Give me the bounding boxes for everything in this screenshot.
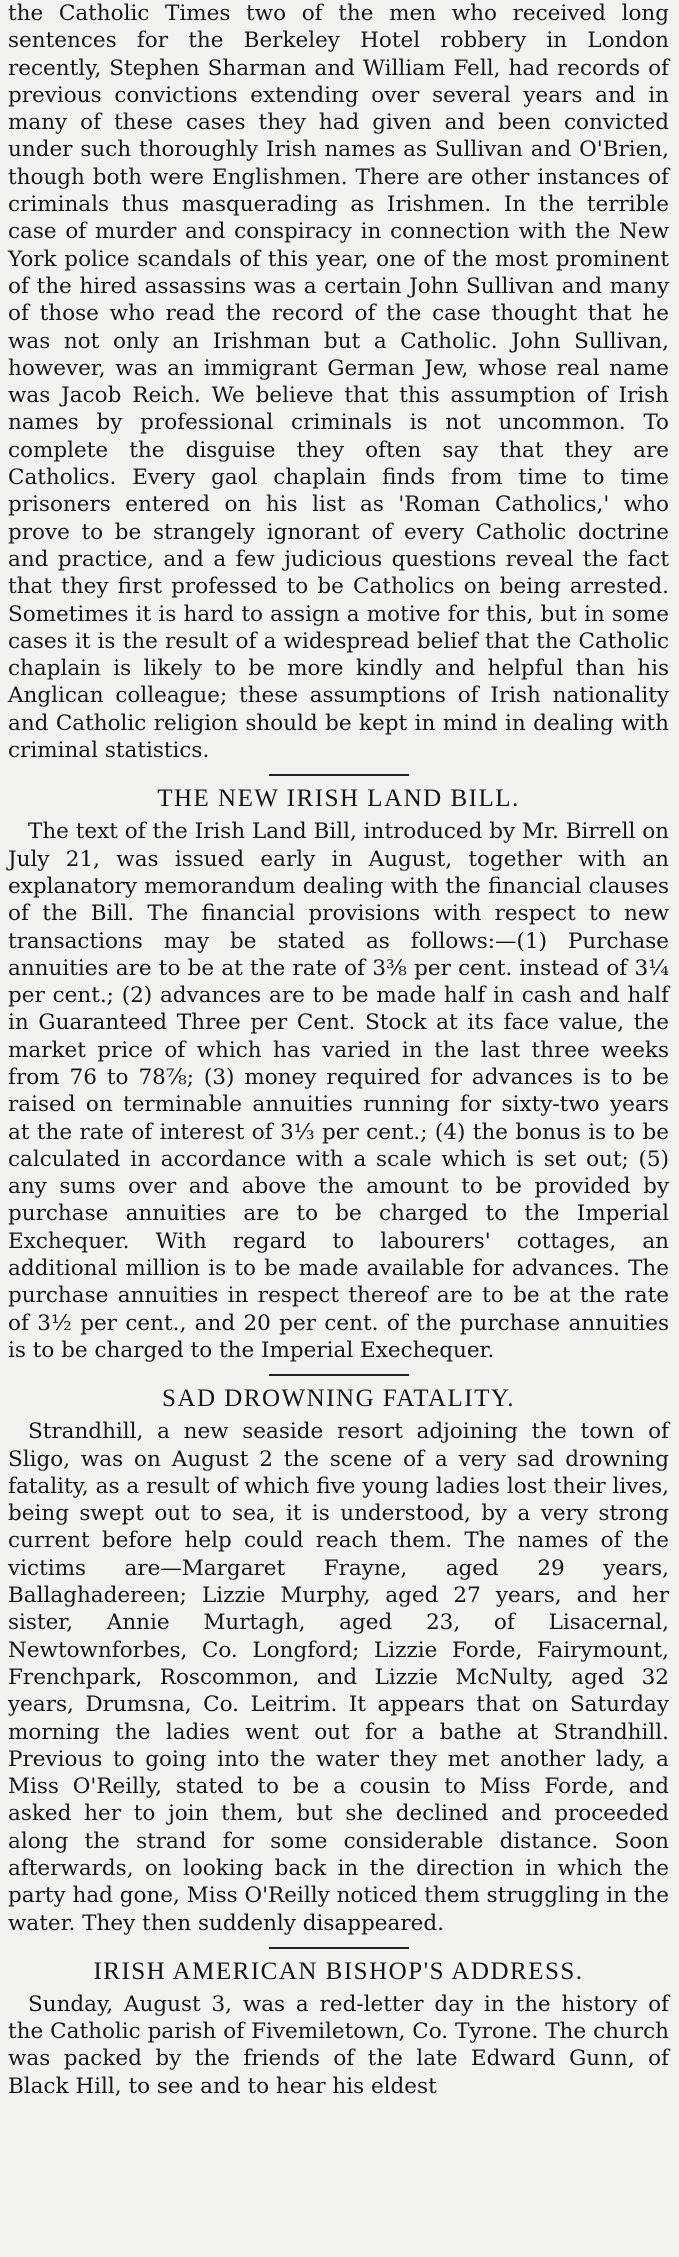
land-bill-paragraph: The text of the Irish Land Bill, introduced by Mr. Birrell on July 21, was issued early in August, together with an explanatory memorandum dealing with the financial clauses of the Bill. The financial provisions with respect to new transactions may be stated as follows:—(1) Purchase annuities are to be at the rate of 3⅜ per cent. instead of 3¼ per cent.; (2) advances are to be made half in cash and half in Guaranteed Three per Cent. Stock at its face value, the market price of which has varied in the last three weeks from 76 to 78⅞; (3) money required for advances is to be raised on terminable annuities running for sixty-two years at the rate of interest of 3⅓ per cent.; (4) the bonus is to be calculated in accordance with a scale which is set out; (5) any sums over and above the amount to be provided by purchase annuities are to be charged to the Imperial Exchequer. With regard to labourers' cottages, an additional million is to be made available for advances. The purchase annuities in respect thereof are to be at the rate of 3½ per cent., and 20 per cent. of the purchase annuities is to be charged to the Imperial Exechequer. xyxy=(8,819,669,1363)
section-divider xyxy=(269,774,409,776)
section-divider xyxy=(269,1947,409,1949)
drowning-paragraph: Strandhill, a new seaside resort adjoining the town of Sligo, was on August 2 the scene of a very sad drowning fatality, as a result of which five young ladies lost their lives, being swept out to sea, it is understood, by a very strong current before help could reach them. The names of the victims are—Margaret Frayne, aged 29 years, Ballaghadereen; Lizzie Murphy, aged 27 years, and her sister, Annie Murtagh, aged 23, of Lisacernal, Newtownforbes, Co. Longford; Lizzie Forde, Fairymount, Frenchpark, Roscommon, and Lizzie McNulty, aged 32 years, Drumsna, Co. Leitrim. It appears that on Saturday morning the ladies went out for a bathe at Strandhill. Previous to going into the water they met another lady, a Miss O'Reilly, stated to be a cousin to Miss Forde, and asked her to join them, but she declined and proceeded along the strand for some considerable distance. Soon afterwards, on looking back in the direction in which the party had gone, Miss O'Reilly noticed them struggling in the water. They then suddenly disappeared. xyxy=(8,1419,669,1936)
bishop-address-paragraph: Sunday, August 3, was a red-letter day in the history of the Catholic parish of Fivemiletown, Co. Tyrone. The church was packed by the friends of the late Edward Gunn, of Black Hill, to see and to hear his eldest xyxy=(8,1991,669,2099)
heading-bishop-address: IRISH AMERICAN BISHOP'S ADDRESS. xyxy=(93,1957,584,1985)
heading-drowning: SAD DROWNING FATALITY. xyxy=(162,1385,515,1413)
heading-land-bill: THE NEW IRISH LAND BILL. xyxy=(157,785,520,813)
intro-paragraph: the Catholic Times two of the men who received long sentences for the Berkeley Hotel robbery in London recently, Stephen Sharman and William Fell, had records of previous convictions extending over several years and in many of these cases they had given and been convicted under such thoroughly Irish names as Sullivan and O'Brien, though both were Englishmen. There are other instances of criminals thus masquerading as Irishmen. In the terrible case of murder and conspiracy in connection with the New York police scandals of this year, one of the most prominent of the hired assassins was a certain John Sullivan and many of those who read the record of the case thought that he was not only an Irishman but a Catholic. John Sullivan, however, was an immigrant German Jew, whose real name was Jacob Reich. We believe that this assumption of Irish names by professional criminals is not uncommon. To complete the disguise they often say that they are Catholics. Every gaol chaplain finds from time to time prisoners entered on his list as 'Roman Catholics,' who prove to be strangely ignorant of every Catholic doctrine and practice, and a few judicious questions reveal the fact that they first professed to be Catholics on being arrested. Sometimes it is hard to assign a motive for this, but in some cases it is the result of a widespread belief that the Catholic chaplain is likely to be more kindly and helpful than his Anglican colleague; these assumptions of Irish nationality and Catholic religion should be kept in mind in dealing with criminal statistics. xyxy=(8,1,669,764)
section-divider xyxy=(269,1374,409,1376)
